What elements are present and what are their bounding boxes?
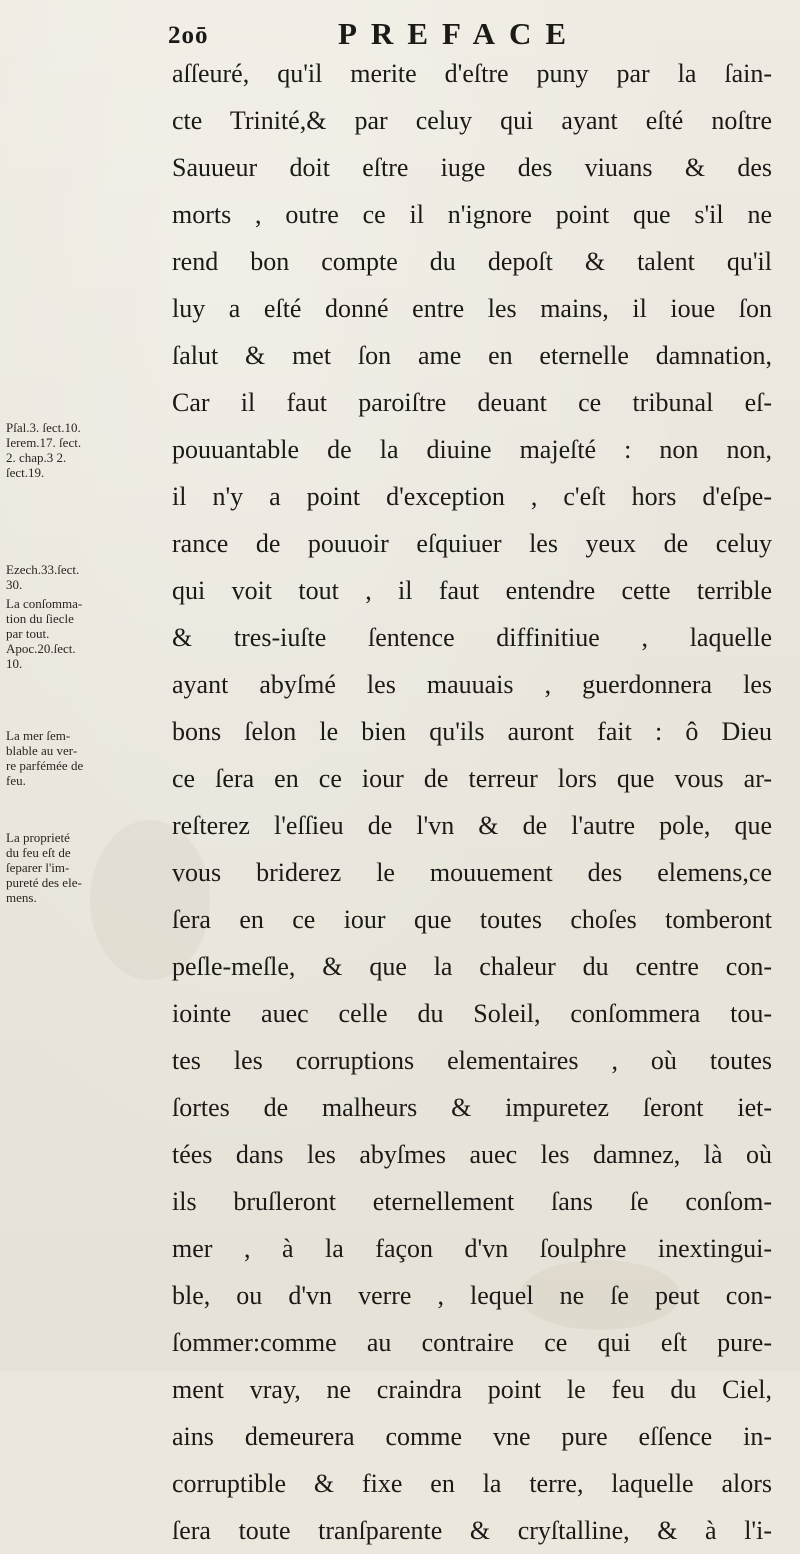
text-line: & tres-iuſte ſentence diffinitiue , laquelle bbox=[172, 623, 772, 652]
text-line: ſera toute tranſparente & cryſtalline, & à l'i- bbox=[172, 1516, 772, 1545]
margin-note-line: tion du ſiecle bbox=[6, 611, 74, 626]
margin-note-line: pureté des ele- bbox=[6, 875, 82, 890]
text-line: peſle-meſle, & que la chaleur du centre con- bbox=[172, 952, 772, 981]
margin-note-line: La mer ſem- bbox=[6, 728, 71, 743]
text-line: ce ſera en ce iour de terreur lors que vous ar- bbox=[172, 764, 772, 793]
text-line: ſalut & met ſon ame en eternelle damnation, bbox=[172, 341, 772, 370]
text-line: luy a eſté donné entre les mains, il ioue ſon bbox=[172, 294, 772, 323]
text-line: ſera en ce iour que toutes choſes tomberont bbox=[172, 905, 772, 934]
margin-note-line: ſect.19. bbox=[6, 465, 45, 480]
margin-note-line: mens. bbox=[6, 890, 37, 905]
text-line: ſommer:comme au contraire ce qui eſt pure- bbox=[172, 1328, 772, 1357]
margin-note-line: La proprieté bbox=[6, 830, 70, 845]
running-title: PREFACE bbox=[338, 16, 581, 51]
margin-note-line: Ierem.17. ſect. bbox=[6, 435, 82, 450]
text-line: il n'y a point d'exception , c'eſt hors d'eſpe- bbox=[172, 482, 772, 511]
margin-note-line: Pſal.3. ſect.10. bbox=[6, 420, 81, 435]
margin-note-line: re parfémée de bbox=[6, 758, 84, 773]
margin-note-feu bbox=[6, 830, 166, 905]
body-text bbox=[172, 50, 772, 1554]
text-line: tées dans les abyſmes auec les damnez, là où bbox=[172, 1140, 772, 1169]
text-line: ains demeurera comme vne pure eſſence in- bbox=[172, 1422, 772, 1451]
text-line: Sauueur doit eſtre iuge des viuans & des bbox=[172, 153, 772, 182]
margin-note-line: feu. bbox=[6, 773, 26, 788]
margin-note-line: La conſomma- bbox=[6, 596, 83, 611]
margin-note-consommation bbox=[6, 596, 166, 671]
margin-note-line: 2. chap.3 2. bbox=[6, 450, 67, 465]
text-line: aſſeuré, qu'il merite d'eſtre puny par la ſain- bbox=[172, 59, 772, 88]
margin-note-scripture-ref bbox=[6, 420, 166, 480]
text-line: pouuantable de la diuine majeſté : non non, bbox=[172, 435, 772, 464]
text-line: mer , à la façon d'vn ſoulphre inextingui- bbox=[172, 1234, 772, 1263]
text-line: cte Trinité,& par celuy qui ayant eſté noſtre bbox=[172, 106, 772, 135]
margin-note-line: par tout. bbox=[6, 626, 50, 641]
text-line: iointe auec celle du Soleil, conſommera tou- bbox=[172, 999, 772, 1028]
page-number: 2oō bbox=[168, 22, 209, 49]
text-line: Car il faut paroiſtre deuant ce tribunal eſ- bbox=[172, 388, 772, 417]
margin-note-line: 10. bbox=[6, 656, 23, 671]
margin-note-mer bbox=[6, 728, 166, 788]
text-line: rend bon compte du depoſt & talent qu'il bbox=[172, 247, 772, 276]
text-line: tes les corruptions elementaires , où toutes bbox=[172, 1046, 772, 1075]
margin-note-line: ſeparer l'im- bbox=[6, 860, 70, 875]
text-line: corruptible & fixe en la terre, laquelle alors bbox=[172, 1469, 772, 1498]
text-line: ayant abyſmé les mauuais , guerdonnera les bbox=[172, 670, 772, 699]
text-line: reſterez l'eſſieu de l'vn & de l'autre pole, que bbox=[172, 811, 772, 840]
margin-note-ezechiel bbox=[6, 562, 166, 592]
text-line: rance de pouuoir eſquiuer les yeux de celuy bbox=[172, 529, 772, 558]
text-line: vous briderez le mouuement des elemens,ce bbox=[172, 858, 772, 887]
margin-note-line: Ezech.33.ſect. bbox=[6, 562, 80, 577]
text-line: ils bruſleront eternellement ſans ſe conſom- bbox=[172, 1187, 772, 1216]
margin-note-line: 30. bbox=[6, 577, 23, 592]
margin-note-line: du feu eſt de bbox=[6, 845, 71, 860]
text-line: qui voit tout , il faut entendre cette terrible bbox=[172, 576, 772, 605]
margin-note-line: blable au ver- bbox=[6, 743, 78, 758]
margin-note-line: Apoc.20.ſect. bbox=[6, 641, 76, 656]
text-line: bons ſelon le bien qu'ils auront fait : ô Dieu bbox=[172, 717, 772, 746]
text-line: ſortes de malheurs & impuretez ſeront iet- bbox=[172, 1093, 772, 1122]
text-line: ble, ou d'vn verre , lequel ne ſe peut con- bbox=[172, 1281, 772, 1310]
text-line: ment vray, ne craindra point le feu du Ciel, bbox=[172, 1375, 772, 1404]
text-line: morts , outre ce il n'ignore point que s'il ne bbox=[172, 200, 772, 229]
